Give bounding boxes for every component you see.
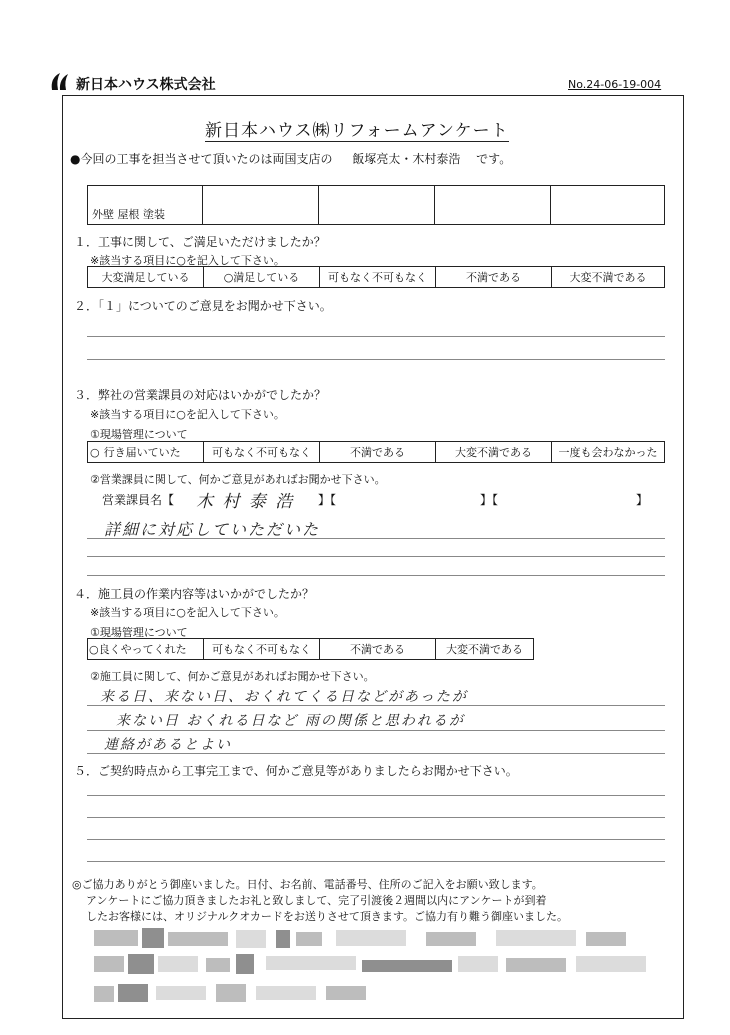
- q3-comment[interactable]: 詳細に対応していただいた: [104, 520, 321, 539]
- q2-answer-line[interactable]: [87, 336, 665, 337]
- q3-sub2: ②営業課員に関して、何かご意見があればお聞かせ下さい。: [90, 473, 386, 486]
- q1-option-selected[interactable]: [204, 267, 320, 287]
- q1-heading: １．工事に関して、ご満足いただけましたか？: [74, 235, 326, 249]
- q4-comment-line[interactable]: 来る日、来ない日、おくれてくる日などがあったが: [100, 689, 468, 705]
- work-type-selected: 外壁 屋根 塗装: [92, 208, 165, 221]
- q5-answer-line[interactable]: [87, 861, 665, 862]
- redacted-customer-info: [86, 924, 676, 1014]
- q4-comment-line[interactable]: 連絡があるとよい: [104, 737, 232, 753]
- q3-bracket-mid: 】【: [318, 493, 337, 507]
- q4-answer-line: [87, 753, 665, 754]
- q3-heading: ３．弊社の営業課員の対応はいかがでしたか？: [74, 388, 327, 402]
- q3-bracket-end: 】: [636, 493, 649, 507]
- q5-answer-line[interactable]: [87, 795, 665, 796]
- q3-option[interactable]: 一度も会わなかった: [558, 446, 658, 459]
- q4-option-selected[interactable]: [88, 639, 204, 659]
- q4-option[interactable]: 大変不満である: [446, 643, 523, 656]
- q1-option[interactable]: 大変満足している: [88, 267, 204, 287]
- q3-option-label: 行き届いていた: [103, 446, 181, 459]
- q3-option[interactable]: 不満である: [320, 442, 436, 462]
- q3-name-row: [102, 491, 174, 508]
- q4-option-label: 良くやってくれた: [98, 643, 187, 656]
- intro-text: [70, 150, 511, 167]
- q4-option[interactable]: 可もなく不可もなく: [204, 639, 320, 659]
- q3-name-label: 営業課員名【: [102, 493, 175, 507]
- q3-options: [87, 441, 665, 463]
- work-type-cell[interactable]: [203, 186, 319, 224]
- footer-line: ◎ご協力ありがとう御座いました。日付、お名前、電話番号、住所のご記入をお願い致します。: [72, 878, 543, 891]
- q4-answer-line: [87, 705, 665, 706]
- q3-answer-line[interactable]: [87, 556, 665, 557]
- q4-selected-mark: ○: [89, 642, 99, 656]
- q5-answer-line[interactable]: [87, 839, 665, 840]
- work-type-cell[interactable]: [551, 186, 664, 224]
- work-type-cell[interactable]: [435, 186, 551, 224]
- q3-option[interactable]: 大変不満である: [436, 442, 552, 462]
- footer-line: アンケートにご協力頂きましたお礼と致しまして、完了引渡後２週間以内にアンケートが到着: [86, 894, 547, 907]
- logo-mark-icon: [48, 70, 72, 92]
- q1-instruction: ※該当する項目に○を記入して下さい。: [90, 254, 285, 267]
- q5-heading: ５．ご契約時点から工事完工まで、何かご意見等がありましたらお聞かせ下さい。: [74, 764, 518, 778]
- q1-option-label: 満足している: [233, 271, 300, 284]
- company-name: 新日本ハウス株式会社: [76, 77, 216, 93]
- q3-answer-line: [87, 538, 665, 539]
- form-title: 新日本ハウス㈱リフォームアンケート: [205, 116, 509, 142]
- q3-instruction: ※該当する項目に○を記入して下さい。: [90, 408, 285, 421]
- q3-selected-mark: ○: [90, 445, 100, 459]
- q1-selected-mark: ○: [223, 270, 234, 284]
- intro-suffix: です。: [476, 152, 512, 166]
- q2-heading: ２．「１」についてのご意見をお聞かせ下さい。: [74, 299, 332, 313]
- intro-prefix: ●今回の工事を担当させて頂いたのは両国支店の: [70, 152, 333, 166]
- q2-answer-line[interactable]: [87, 359, 665, 360]
- work-type-grid: [87, 185, 665, 225]
- company-logo: [48, 70, 72, 92]
- q3-bracket-mid: 】【: [480, 493, 499, 507]
- q3-option-selected[interactable]: [88, 442, 204, 462]
- q1-option[interactable]: 可もなく不可もなく: [320, 267, 436, 287]
- q4-sub1: ①現場管理について: [90, 626, 188, 639]
- q4-option[interactable]: 不満である: [320, 639, 436, 659]
- footer-line: したお客様には、オリジナルクオカードをお送りさせて頂きます。ご協力有り難う御座いました。: [86, 910, 569, 923]
- work-type-cell[interactable]: [319, 186, 435, 224]
- intro-staff: 飯塚亮太・木村泰浩: [352, 152, 461, 166]
- document-number: No.24-06-19-004: [568, 78, 662, 91]
- q1-option[interactable]: 不満である: [436, 267, 552, 287]
- q1-options: [87, 266, 665, 288]
- q3-option[interactable]: 可もなく不可もなく: [204, 442, 320, 462]
- q4-sub2: ②施工員に関して、何かご意見があればお聞かせ下さい。: [90, 670, 375, 683]
- q3-answer-line[interactable]: [87, 575, 665, 576]
- work-type-cell[interactable]: [88, 186, 203, 224]
- q3-sub1: ①現場管理について: [90, 428, 188, 441]
- q5-answer-line[interactable]: [87, 817, 665, 818]
- q1-option[interactable]: 大変不満である: [569, 271, 647, 284]
- q4-options: [87, 638, 534, 660]
- q3-name-value[interactable]: 木 村 泰 浩: [196, 492, 295, 512]
- q4-instruction: ※該当する項目に○を記入して下さい。: [90, 606, 285, 619]
- q4-heading: ４．施工員の作業内容等はいかがでしたか？: [74, 587, 315, 601]
- q4-answer-line: [87, 730, 665, 731]
- q4-comment-line[interactable]: 来ない日 おくれる日など 雨の関係と思われるが: [116, 713, 465, 729]
